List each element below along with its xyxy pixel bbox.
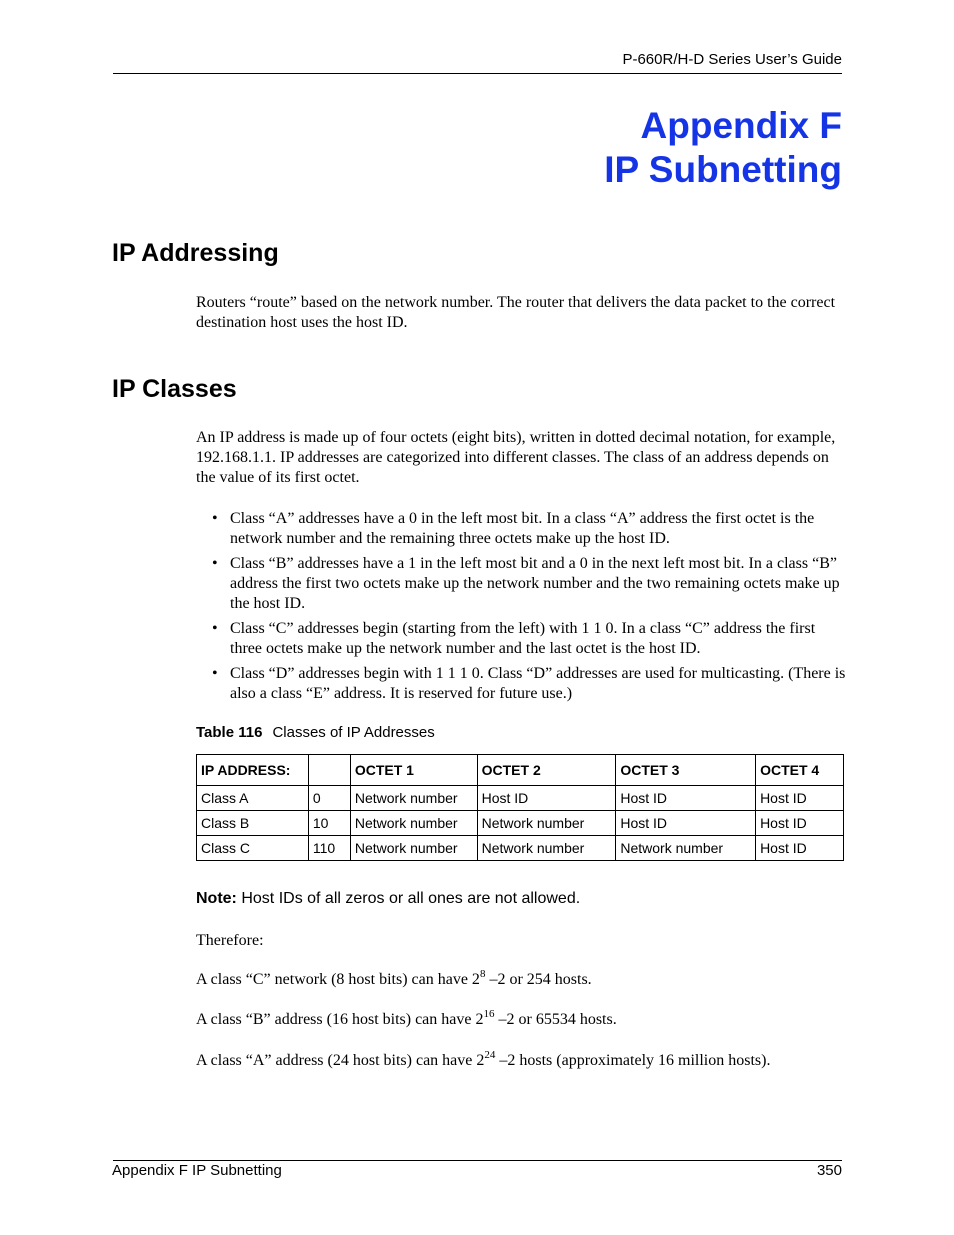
table-cell: Host ID: [616, 786, 756, 811]
header-cell-octet-4: OCTET 4: [756, 755, 844, 786]
note-text: Host IDs of all zeros or all ones are not allowed.: [241, 890, 581, 907]
bullet-item: [212, 554, 846, 614]
table-cell: Network number: [477, 811, 616, 836]
calc-a-result: –2 hosts (approximately 16 million hosts).: [495, 1052, 771, 1069]
note: [196, 890, 580, 908]
header-cell-octet-3: OCTET 3: [616, 755, 756, 786]
table-cell: Host ID: [616, 811, 756, 836]
footer-rule: [113, 1160, 842, 1161]
calc-b-exponent: 16: [483, 1008, 495, 1020]
table-cell: Class B: [197, 811, 309, 836]
header-rule: [113, 73, 842, 74]
table-caption-label: Table 116: [196, 724, 263, 741]
ip-addressing-paragraph: Routers “route” based on the network number. The router that delivers the data packet to the correct destination host uses the host ID.: [196, 294, 836, 331]
bullet-icon: •: [212, 555, 218, 572]
table-cell: 10: [308, 811, 350, 836]
table-cell: Host ID: [756, 786, 844, 811]
table-cell: Host ID: [756, 836, 844, 861]
class-c-calculation: [196, 970, 592, 990]
table-cell: Class A: [197, 786, 309, 811]
note-label: Note:: [196, 890, 237, 907]
table-row: [197, 836, 844, 861]
table-row: [197, 811, 844, 836]
bullet-item: [212, 619, 846, 659]
bullet-text: Class “A” addresses have a 0 in the left most bit. In a class “A” address the first octet is the network number and the remaining three octets make up the host ID.: [230, 510, 815, 547]
bullet-icon: •: [212, 665, 218, 682]
table-cell: Host ID: [756, 811, 844, 836]
bullet-icon: •: [212, 510, 218, 527]
bullet-text: Class “C” addresses begin (starting from the left) with 1 1 0. In a class “C” address the first three octets make up the network number and the last octet is the host ID.: [230, 620, 816, 657]
table-cell: 110: [308, 836, 350, 861]
class-a-calculation: [196, 1051, 770, 1071]
bullet-icon: •: [212, 620, 218, 637]
calc-b-text: A class “B” address (16 host bits) can have 2: [196, 1011, 484, 1028]
chapter-title-line2: IP Subnetting: [604, 149, 842, 190]
table-cell: Network number: [477, 836, 616, 861]
chapter-title: [604, 104, 842, 192]
calc-c-result: –2 or 254 hosts.: [485, 971, 592, 988]
header-cell-octet-2: OCTET 2: [477, 755, 616, 786]
class-b-calculation: [196, 1010, 617, 1030]
table-caption-text: Classes of IP Addresses: [272, 724, 435, 741]
page-number: 350: [816, 1162, 842, 1179]
table-header-row: [197, 755, 844, 786]
header-cell-ip-address: IP ADDRESS:: [197, 755, 309, 786]
section-heading-ip-addressing: IP Addressing: [112, 239, 279, 267]
calc-a-exponent: 24: [484, 1049, 496, 1061]
footer-section-title: Appendix F IP Subnetting: [112, 1162, 282, 1179]
bullet-text: Class “D” addresses begin with 1 1 1 0. Class “D” addresses are used for multicasting. (There is also a class “E” address. It is reserved for future use.): [230, 665, 846, 702]
bullet-text: Class “B” addresses have a 1 in the left most bit and a 0 in the next left most bit. In a class “B” address the first two octets make up the network number and the two remaining octets make up the host ID.: [230, 555, 840, 612]
therefore-text: Therefore:: [196, 932, 264, 949]
chapter-title-line1: Appendix F: [640, 105, 842, 146]
running-header: P-660R/H-D Series User’s Guide: [622, 51, 842, 68]
calc-c-exponent: 8: [479, 968, 486, 980]
table-cell: Network number: [350, 811, 477, 836]
bullet-item: [212, 664, 846, 704]
header-cell-blank: [308, 755, 350, 786]
table-caption: [196, 724, 435, 741]
table-cell: Network number: [350, 786, 477, 811]
table-row: [197, 786, 844, 811]
calc-c-text: A class “C” network (8 host bits) can have 2: [196, 971, 480, 988]
table-cell: Network number: [350, 836, 477, 861]
calc-b-result: –2 or 65534 hosts.: [494, 1011, 617, 1028]
table-cell: Host ID: [477, 786, 616, 811]
class-bullet-list: [212, 509, 846, 709]
bullet-item: [212, 509, 846, 549]
table-cell: Class C: [197, 836, 309, 861]
ip-classes-paragraph: An IP address is made up of four octets (eight bits), written in dotted decimal notation, for example, 192.168.1.1. IP addresses are categorized into different classes. The class of an address depends on the value of its first octet.: [196, 429, 836, 486]
table-cell: 0: [308, 786, 350, 811]
section-heading-ip-classes: IP Classes: [112, 375, 237, 403]
calc-a-text: A class “A” address (24 host bits) can have 2: [196, 1052, 485, 1069]
header-cell-octet-1: OCTET 1: [350, 755, 477, 786]
table-cell: Network number: [616, 836, 756, 861]
ip-classes-table: [196, 754, 844, 861]
